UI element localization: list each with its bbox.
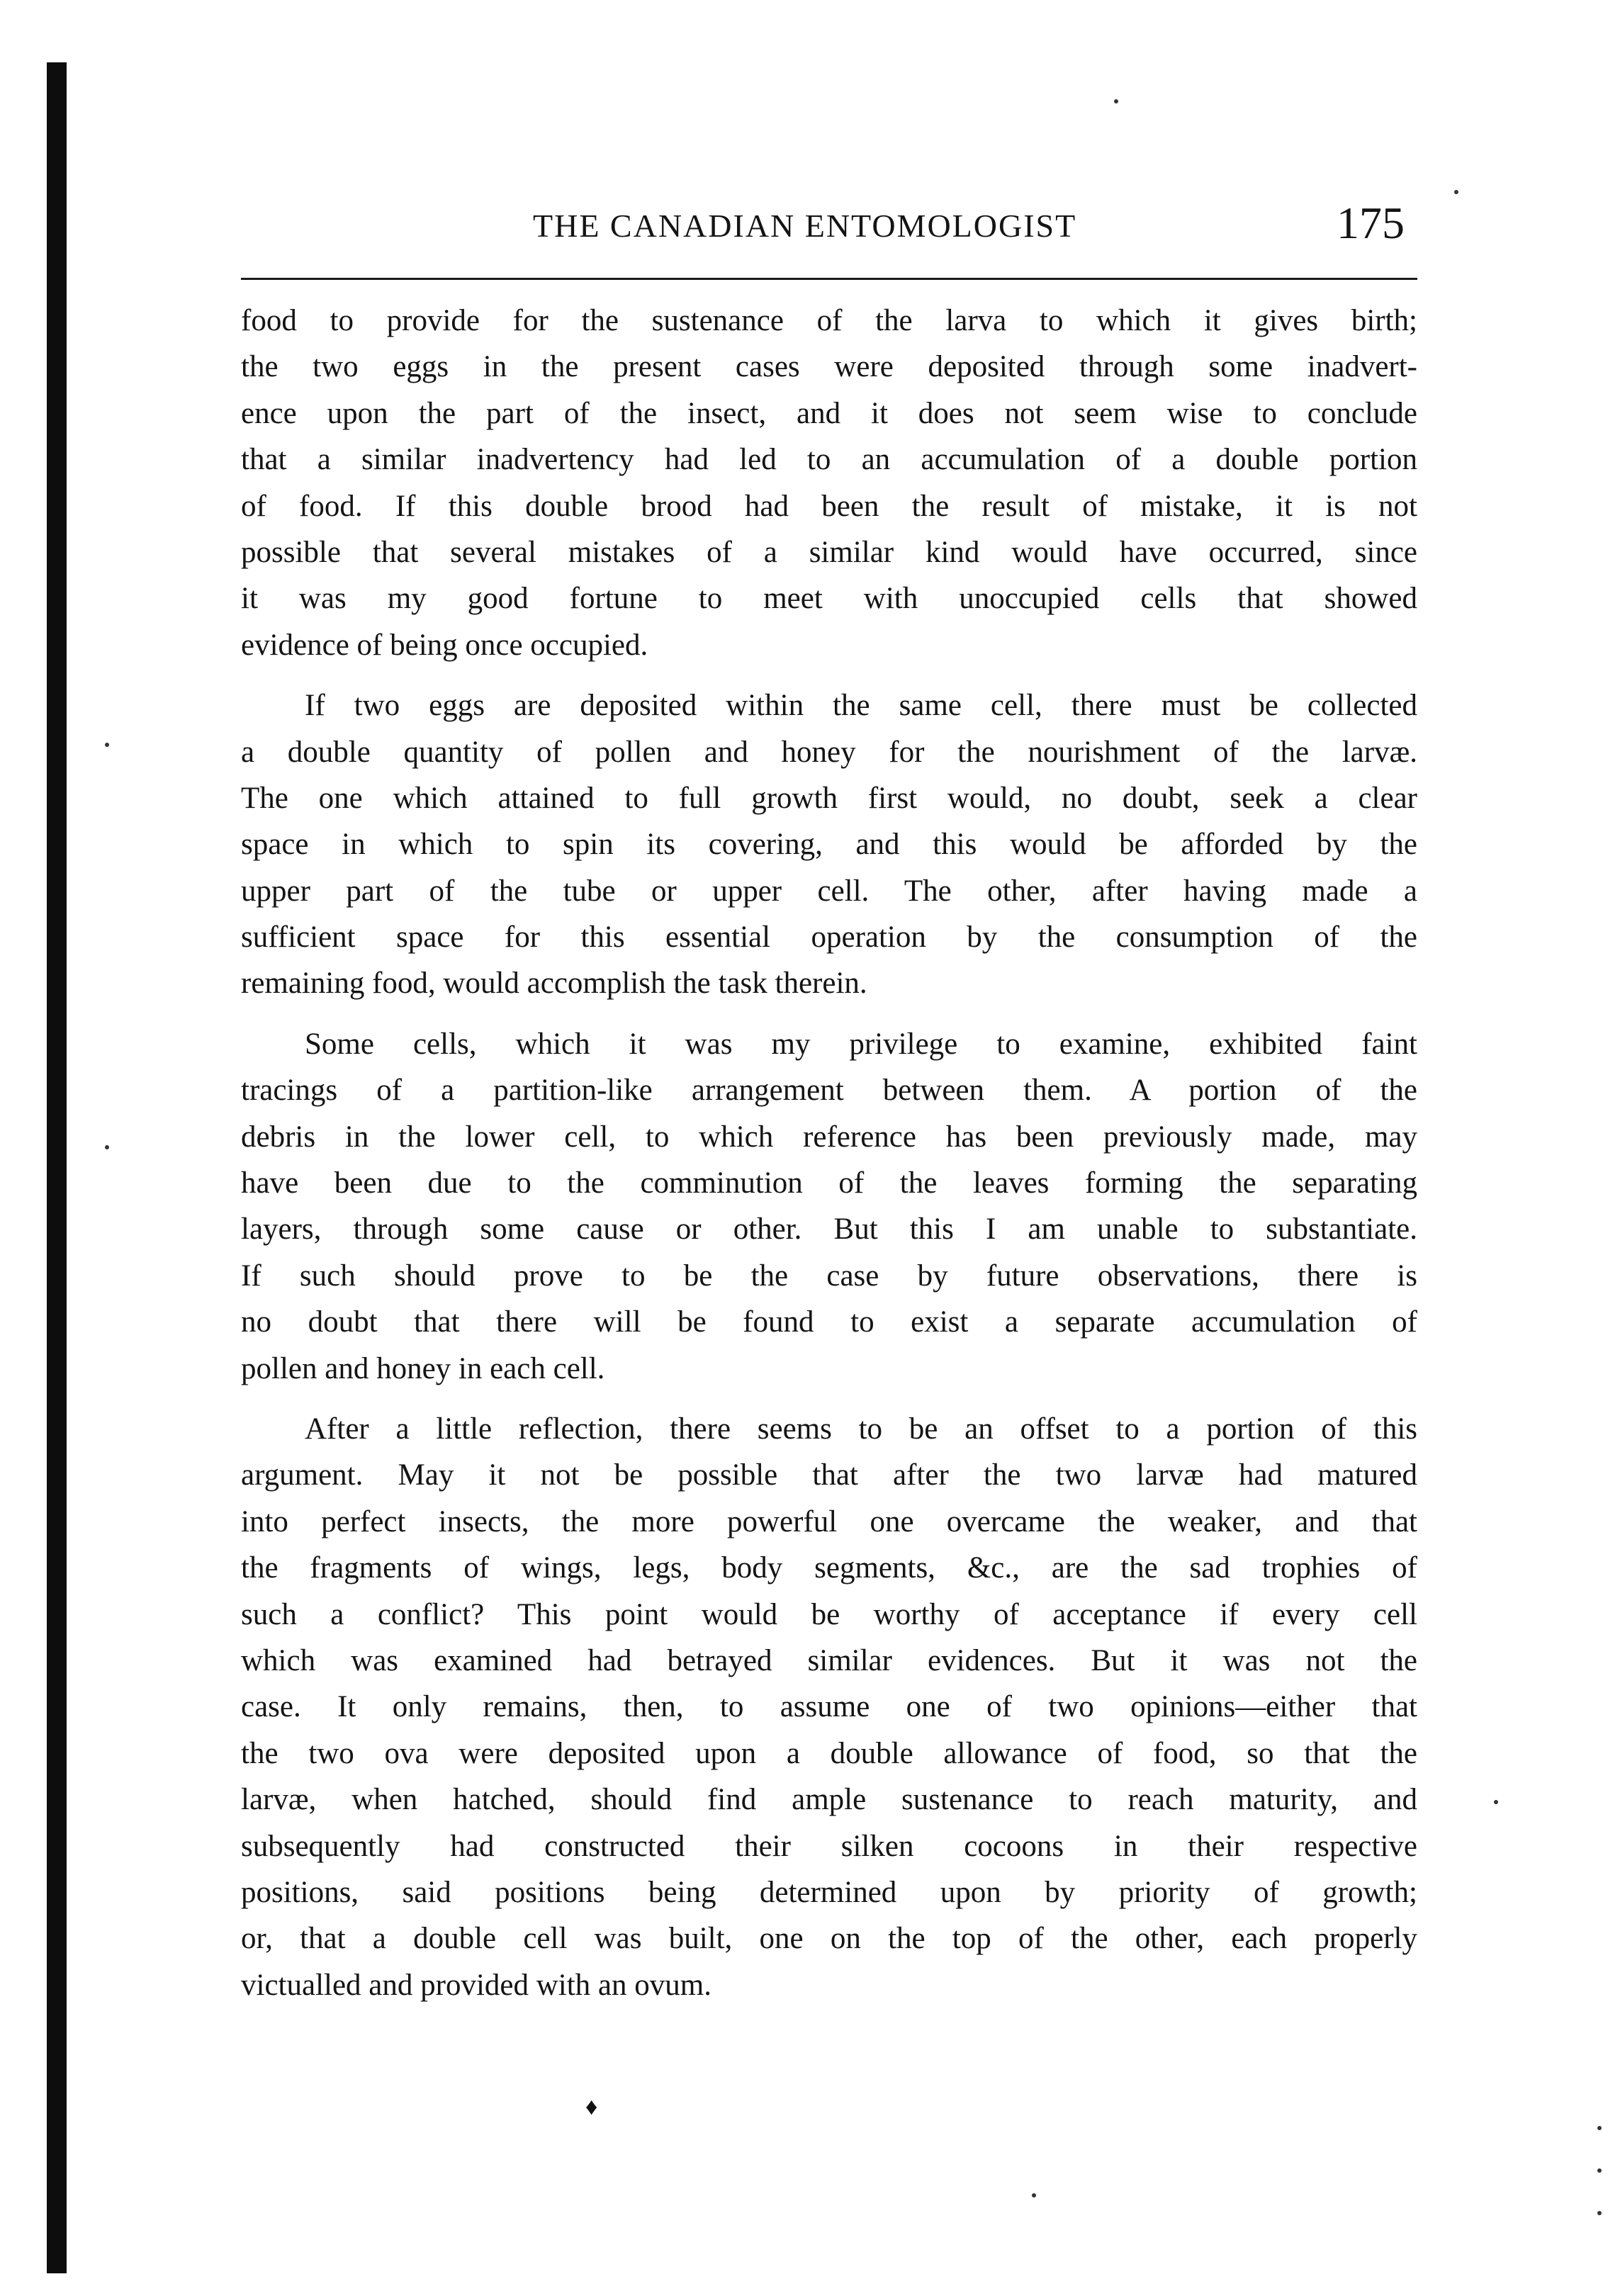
scan-speck xyxy=(1114,99,1118,103)
running-title: THE CANADIAN ENTOMOLOGIST xyxy=(533,208,1077,244)
paragraph-4 xyxy=(241,1406,1417,2008)
text-line: layers, through some cause or other. But this I am unable to substantiate. xyxy=(241,1212,1417,1247)
text-line: positions, said positions being determined upon by priority of growth; xyxy=(241,1875,1417,1909)
paragraph-3 xyxy=(241,1021,1417,1392)
text-line: that a similar inadvertency had led to an accumulation of a double portion xyxy=(241,443,1417,477)
text-line: case. It only remains, then, to assume one of two opinions—either that xyxy=(241,1690,1417,1724)
diamond-ornament: ♦ xyxy=(585,2094,598,2120)
text-line: ence upon the part of the insect, and it does not seem wise to conclude xyxy=(241,396,1417,430)
text-line: the two eggs in the present cases were deposited through some inadvert- xyxy=(241,350,1417,384)
text-line: into perfect insects, the more powerful one overcame the weaker, and that xyxy=(241,1504,1417,1538)
text-line: subsequently had constructed their silken cocoons in their respective xyxy=(241,1829,1417,1863)
text-line: If such should prove to be the case by future observations, there is xyxy=(241,1259,1417,1293)
text-line: argument. May it not be possible that after the two larvæ had matured xyxy=(241,1458,1417,1492)
text-line: larvæ, when hatched, should find ample sustenance to reach maturity, and xyxy=(241,1783,1417,1817)
text-line: remaining food, would accomplish the task therein. xyxy=(241,967,867,1001)
text-line: space in which to spin its covering, and this would be afforded by the xyxy=(241,828,1417,862)
page-header xyxy=(241,190,1417,268)
scan-speck xyxy=(105,743,109,747)
paragraph-2 xyxy=(241,682,1417,1007)
header-rule xyxy=(241,278,1417,280)
text-line: of food. If this double brood had been the result of mistake, it is not xyxy=(241,489,1417,523)
text-line: tracings of a partition-like arrangement between them. A portion of the xyxy=(241,1074,1417,1108)
text-line: The one which attained to full growth first would, no doubt, seek a clear xyxy=(241,781,1417,815)
text-line: such a conflict? This point would be worthy of acceptance if every cell xyxy=(241,1597,1417,1631)
paragraph-1 xyxy=(241,298,1417,668)
text-line: the two ova were deposited upon a double allowance of food, so that the xyxy=(241,1736,1417,1770)
text-line: no doubt that there will be found to exist a separate accumulation of xyxy=(241,1305,1417,1339)
scan-speck xyxy=(105,1145,109,1149)
page-binding-edge xyxy=(47,62,67,2273)
article-body xyxy=(241,298,1417,2022)
text-line: it was my good fortune to meet with unoccupied cells that showed xyxy=(241,582,1417,616)
scan-speck xyxy=(1597,2211,1602,2215)
text-line: or, that a double cell was built, one on the top of the other, each properly xyxy=(241,1922,1417,1956)
text-line: If two eggs are deposited within the same cell, there must be collected xyxy=(305,689,1417,723)
text-line: debris in the lower cell, to which reference has been previously made, may xyxy=(241,1120,1417,1154)
text-line: the fragments of wings, legs, body segments, &c., are the sad trophies of xyxy=(241,1551,1417,1585)
text-line: possible that several mistakes of a similar kind would have occurred, since xyxy=(241,535,1417,569)
scan-speck xyxy=(1494,1800,1498,1804)
page-number: 175 xyxy=(1337,198,1405,248)
text-line: victualled and provided with an ovum. xyxy=(241,1968,711,2002)
scan-speck xyxy=(1032,2193,1036,2197)
text-line: pollen and honey in each cell. xyxy=(241,1351,605,1385)
text-line: a double quantity of pollen and honey for the nourishment of the larvæ. xyxy=(241,735,1417,769)
text-line: which was examined had betrayed similar evidences. But it was not the xyxy=(241,1643,1417,1677)
text-line: food to provide for the sustenance of the larva to which it gives birth; xyxy=(241,304,1417,337)
text-line: evidence of being once occupied. xyxy=(241,628,648,662)
text-line: After a little reflection, there seems to be an offset to a portion of this xyxy=(305,1412,1417,1446)
scan-speck xyxy=(1597,2168,1602,2173)
text-line: sufficient space for this essential operation by the consumption of the xyxy=(241,921,1417,955)
scan-speck xyxy=(1597,2126,1602,2130)
text-line: upper part of the tube or upper cell. The other, after having made a xyxy=(241,874,1417,908)
text-line: Some cells, which it was my privilege to examine, exhibited faint xyxy=(305,1027,1417,1061)
text-line: have been due to the comminution of the leaves forming the separating xyxy=(241,1166,1417,1200)
scan-speck xyxy=(1454,190,1458,194)
